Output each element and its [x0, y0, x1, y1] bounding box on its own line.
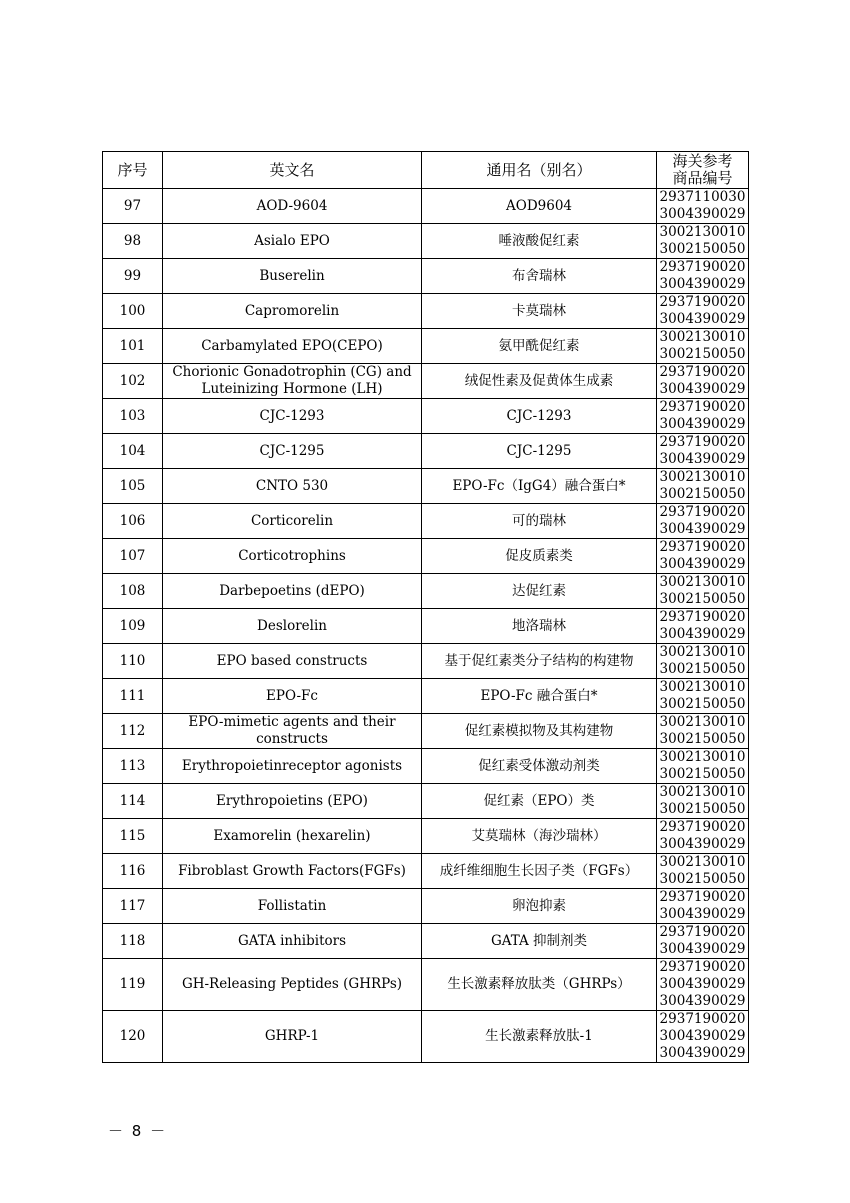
table-row	[103, 609, 749, 644]
table-row	[103, 679, 749, 714]
row-english-name: Erythropoietinreceptor agonists	[163, 749, 422, 784]
row-generic-name: 生长激素释放肽类（GHRPs）	[422, 959, 657, 1011]
table-row	[103, 1011, 749, 1063]
table-header-row	[103, 152, 749, 189]
row-serial-number: 105	[103, 469, 163, 504]
table-row	[103, 644, 749, 679]
customs-code: 3002130010	[659, 574, 746, 590]
customs-code: 3002150050	[659, 241, 746, 257]
row-english-name: Follistatin	[163, 889, 422, 924]
row-generic-name: 艾莫瑞林（海沙瑞林）	[422, 819, 657, 854]
row-generic-name: 达促红素	[422, 574, 657, 609]
row-serial-number: 101	[103, 329, 163, 364]
customs-code: 3002150050	[659, 871, 746, 887]
customs-code: 2937110030	[659, 189, 746, 205]
customs-code: 2937190020	[659, 609, 746, 625]
customs-code: 2937190020	[659, 364, 746, 380]
page-number: － 8 －	[108, 1122, 168, 1140]
row-english-name: AOD-9604	[163, 189, 422, 224]
customs-code: 3004390029	[659, 381, 746, 397]
customs-code: 2937190020	[659, 434, 746, 450]
table-row	[103, 889, 749, 924]
customs-code: 3004390029	[659, 993, 746, 1009]
customs-code: 3002130010	[659, 644, 746, 660]
row-generic-name: EPO-Fc（IgG4）融合蛋白*	[422, 469, 657, 504]
table-row	[103, 854, 749, 889]
customs-code: 3004390029	[659, 976, 746, 992]
customs-code: 3002150050	[659, 661, 746, 677]
table-row	[103, 364, 749, 399]
row-serial-number: 113	[103, 749, 163, 784]
customs-code: 3004390029	[659, 1028, 746, 1044]
row-generic-name: 可的瑞林	[422, 504, 657, 539]
row-generic-name: GATA 抑制剂类	[422, 924, 657, 959]
row-customs-codes	[657, 784, 749, 819]
row-customs-codes	[657, 679, 749, 714]
table-row	[103, 539, 749, 574]
row-serial-number: 114	[103, 784, 163, 819]
row-english-name: CJC-1295	[163, 434, 422, 469]
row-customs-codes	[657, 749, 749, 784]
table-row	[103, 574, 749, 609]
customs-code: 2937190020	[659, 889, 746, 905]
row-generic-name: CJC-1295	[422, 434, 657, 469]
table-row	[103, 329, 749, 364]
row-customs-codes	[657, 469, 749, 504]
row-serial-number: 110	[103, 644, 163, 679]
row-customs-codes	[657, 259, 749, 294]
row-english-name: Corticorelin	[163, 504, 422, 539]
row-english-name: EPO-Fc	[163, 679, 422, 714]
row-customs-codes	[657, 714, 749, 749]
customs-code: 3004390029	[659, 906, 746, 922]
row-customs-codes	[657, 224, 749, 259]
customs-code: 3004390029	[659, 521, 746, 537]
row-customs-codes	[657, 539, 749, 574]
row-serial-number: 115	[103, 819, 163, 854]
customs-code: 2937190020	[659, 294, 746, 310]
header-serial-number: 序号	[103, 152, 163, 189]
customs-code: 3002130010	[659, 679, 746, 695]
table-row	[103, 924, 749, 959]
table-row	[103, 399, 749, 434]
table-row	[103, 469, 749, 504]
row-english-name: CJC-1293	[163, 399, 422, 434]
row-english-name: Carbamylated EPO(CEPO)	[163, 329, 422, 364]
row-english-name: EPO-mimetic agents and their constructs	[163, 714, 422, 749]
customs-code: 3004390029	[659, 311, 746, 327]
row-serial-number: 102	[103, 364, 163, 399]
row-customs-codes	[657, 329, 749, 364]
table-row	[103, 819, 749, 854]
row-serial-number: 120	[103, 1011, 163, 1063]
customs-code: 3002130010	[659, 224, 746, 240]
row-generic-name: 卵泡抑素	[422, 889, 657, 924]
customs-code: 2937190020	[659, 924, 746, 940]
row-serial-number: 108	[103, 574, 163, 609]
customs-code: 3002130010	[659, 784, 746, 800]
table-row	[103, 784, 749, 819]
row-english-name: Buserelin	[163, 259, 422, 294]
row-english-name: Asialo EPO	[163, 224, 422, 259]
row-generic-name: CJC-1293	[422, 399, 657, 434]
row-customs-codes	[657, 434, 749, 469]
row-serial-number: 100	[103, 294, 163, 329]
table-body	[103, 189, 749, 1063]
customs-code: 3004390029	[659, 1045, 746, 1061]
substance-table	[102, 151, 749, 1063]
customs-code: 3004390029	[659, 416, 746, 432]
row-english-name: GATA inhibitors	[163, 924, 422, 959]
customs-code: 3004390029	[659, 626, 746, 642]
row-english-name: Darbepoetins (dEPO)	[163, 574, 422, 609]
row-serial-number: 109	[103, 609, 163, 644]
customs-code: 3002150050	[659, 591, 746, 607]
row-serial-number: 117	[103, 889, 163, 924]
row-generic-name: 氨甲酰促红素	[422, 329, 657, 364]
row-generic-name: 唾液酸促红素	[422, 224, 657, 259]
row-customs-codes	[657, 924, 749, 959]
customs-code: 2937190020	[659, 399, 746, 415]
row-serial-number: 116	[103, 854, 163, 889]
row-generic-name: 促皮质素类	[422, 539, 657, 574]
customs-code: 2937190020	[659, 959, 746, 975]
table-row	[103, 224, 749, 259]
row-generic-name: 促红素模拟物及其构建物	[422, 714, 657, 749]
row-generic-name: 促红素（EPO）类	[422, 784, 657, 819]
row-serial-number: 111	[103, 679, 163, 714]
row-english-name: GH-Releasing Peptides (GHRPs)	[163, 959, 422, 1011]
row-english-name: CNTO 530	[163, 469, 422, 504]
customs-code: 2937190020	[659, 259, 746, 275]
table-row	[103, 434, 749, 469]
row-generic-name: 布舍瑞林	[422, 259, 657, 294]
row-generic-name: 生长激素释放肽-1	[422, 1011, 657, 1063]
header-customs-code-line1: 海关参考	[672, 152, 733, 170]
row-serial-number: 118	[103, 924, 163, 959]
row-english-name: Corticotrophins	[163, 539, 422, 574]
table-row	[103, 749, 749, 784]
row-customs-codes	[657, 364, 749, 399]
row-serial-number: 98	[103, 224, 163, 259]
header-english-name: 英文名	[163, 152, 422, 189]
table-row	[103, 714, 749, 749]
row-customs-codes	[657, 574, 749, 609]
row-serial-number: 104	[103, 434, 163, 469]
table-row	[103, 504, 749, 539]
row-customs-codes	[657, 609, 749, 644]
customs-code: 3002130010	[659, 854, 746, 870]
row-generic-name: 促红素受体激动剂类	[422, 749, 657, 784]
customs-code: 3004390029	[659, 451, 746, 467]
customs-code: 3004390029	[659, 206, 746, 222]
row-serial-number: 107	[103, 539, 163, 574]
header-generic-name: 通用名（别名）	[422, 152, 657, 189]
header-customs-code-line2: 商品编号	[672, 169, 733, 187]
row-generic-name: 卡莫瑞林	[422, 294, 657, 329]
row-customs-codes	[657, 504, 749, 539]
row-english-name: Examorelin (hexarelin)	[163, 819, 422, 854]
row-generic-name: 成纤维细胞生长因子类（FGFs）	[422, 854, 657, 889]
row-customs-codes	[657, 294, 749, 329]
customs-code: 3004390029	[659, 556, 746, 572]
row-generic-name: 基于促红素类分子结构的构建物	[422, 644, 657, 679]
row-english-name: GHRP-1	[163, 1011, 422, 1063]
customs-code: 3002150050	[659, 346, 746, 362]
row-serial-number: 106	[103, 504, 163, 539]
customs-code: 3002130010	[659, 749, 746, 765]
row-serial-number: 112	[103, 714, 163, 749]
customs-code: 3004390029	[659, 941, 746, 957]
customs-code: 3004390029	[659, 836, 746, 852]
row-serial-number: 119	[103, 959, 163, 1011]
customs-code: 2937190020	[659, 1011, 746, 1027]
row-customs-codes	[657, 1011, 749, 1063]
customs-code: 3002130010	[659, 329, 746, 345]
table-row	[103, 189, 749, 224]
customs-code: 3002150050	[659, 766, 746, 782]
customs-code: 3002130010	[659, 714, 746, 730]
row-english-name: Fibroblast Growth Factors(FGFs)	[163, 854, 422, 889]
customs-code: 2937190020	[659, 819, 746, 835]
customs-code: 3002150050	[659, 486, 746, 502]
row-english-name: EPO based constructs	[163, 644, 422, 679]
row-generic-name: AOD9604	[422, 189, 657, 224]
row-generic-name: 绒促性素及促黄体生成素	[422, 364, 657, 399]
row-customs-codes	[657, 189, 749, 224]
row-customs-codes	[657, 819, 749, 854]
row-customs-codes	[657, 959, 749, 1011]
row-customs-codes	[657, 889, 749, 924]
row-generic-name: EPO-Fc 融合蛋白*	[422, 679, 657, 714]
row-english-name: Chorionic Gonadotrophin (CG) and Luteinizing Hormone (LH)	[163, 364, 422, 399]
customs-code: 3002150050	[659, 696, 746, 712]
row-serial-number: 99	[103, 259, 163, 294]
customs-code: 2937190020	[659, 539, 746, 555]
customs-code: 3002150050	[659, 801, 746, 817]
header-customs-code	[657, 152, 749, 189]
table-row	[103, 294, 749, 329]
row-english-name: Deslorelin	[163, 609, 422, 644]
customs-code: 3004390029	[659, 276, 746, 292]
row-customs-codes	[657, 644, 749, 679]
customs-code: 3002130010	[659, 469, 746, 485]
table-row	[103, 959, 749, 1011]
row-generic-name: 地洛瑞林	[422, 609, 657, 644]
customs-code: 2937190020	[659, 504, 746, 520]
row-serial-number: 103	[103, 399, 163, 434]
row-serial-number: 97	[103, 189, 163, 224]
row-english-name: Capromorelin	[163, 294, 422, 329]
table-row	[103, 259, 749, 294]
row-customs-codes	[657, 399, 749, 434]
row-english-name: Erythropoietins (EPO)	[163, 784, 422, 819]
customs-code: 3002150050	[659, 731, 746, 747]
row-customs-codes	[657, 854, 749, 889]
